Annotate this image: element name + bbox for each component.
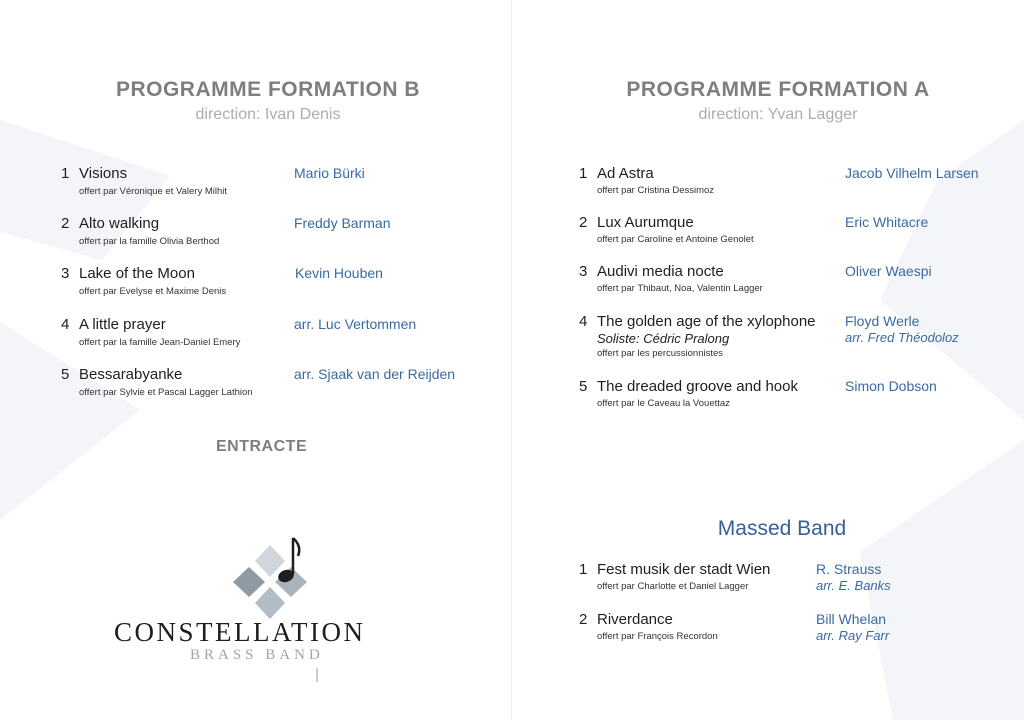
programme-item <box>61 215 501 255</box>
item-title: A little prayer <box>79 316 166 333</box>
item-number: 4 <box>61 316 70 333</box>
item-title: Ad Astra <box>597 165 654 182</box>
right-page <box>512 0 1024 720</box>
programme-title: PROGRAMME FORMATION B <box>115 78 421 101</box>
item-title: Alto walking <box>79 215 160 232</box>
item-sponsor: offert par Cristina Dessimoz <box>597 185 715 196</box>
logo-subtitle: BRASS BAND <box>190 647 324 663</box>
music-note-icon <box>272 534 306 590</box>
item-sponsor: offert par Thibaut, Noa, Valentin Lagger <box>597 283 763 294</box>
item-composer: Jacob Vilhelm Larsen <box>845 165 979 181</box>
programme-item <box>61 165 501 205</box>
item-title: Visions <box>79 165 128 182</box>
programme-item <box>61 265 501 305</box>
item-composer: Oliver Waespi <box>845 263 932 279</box>
programme-item <box>61 316 501 356</box>
item-composer: Mario Bürki <box>294 165 365 181</box>
item-arranger: arr. Ray Farr <box>816 628 890 643</box>
item-sponsor: offert par Charlotte et Daniel Lagger <box>597 581 749 592</box>
item-title: Audivi media nocte <box>597 263 724 280</box>
item-sponsor: offert par Sylvie et Pascal Lagger Lathion <box>79 387 253 398</box>
item-sponsor: offert par Caroline et Antoine Genolet <box>597 234 754 245</box>
item-title: Lux Aurumque <box>597 214 694 231</box>
programme-direction: direction: Ivan Denis <box>195 106 341 123</box>
programme-title: PROGRAMME FORMATION A <box>626 78 930 101</box>
item-arranger: arr. Fred Théodoloz <box>845 330 959 345</box>
item-number: 2 <box>61 215 70 232</box>
item-number: 1 <box>579 165 588 182</box>
item-sponsor: offert par le Caveau la Vouettaz <box>597 398 730 409</box>
programme-item <box>579 214 1019 254</box>
programme-item <box>61 366 501 406</box>
item-soloist: Soliste: Cédric Pralong <box>597 331 730 346</box>
item-composer: Freddy Barman <box>294 215 391 231</box>
item-arranger: arr. E. Banks <box>816 578 891 593</box>
massed-band-item <box>579 611 1019 651</box>
item-composer: R. Strauss <box>816 561 882 577</box>
item-number: 5 <box>61 366 70 383</box>
item-composer: Kevin Houben <box>295 265 383 281</box>
item-number: 5 <box>579 378 588 395</box>
logo-stem <box>316 668 318 682</box>
item-number: 3 <box>61 265 70 282</box>
entracte-label: ENTRACTE <box>216 438 308 455</box>
programme-item <box>579 313 1019 363</box>
item-sponsor: offert par François Recordon <box>597 631 718 642</box>
item-sponsor: offert par Véronique et Valery Milhit <box>79 186 228 197</box>
item-sponsor: offert par la famille Olivia Berthod <box>79 236 220 247</box>
item-title: Lake of the Moon <box>79 265 195 282</box>
programme-direction: direction: Yvan Lagger <box>698 106 858 123</box>
logo-wordmark: CONSTELLATION <box>114 617 366 647</box>
item-composer: arr. Luc Vertommen <box>294 316 417 332</box>
item-composer: Simon Dobson <box>845 378 937 394</box>
item-sponsor: offert par Evelyse et Maxime Denis <box>79 286 227 297</box>
item-title: Bessarabyanke <box>79 366 183 383</box>
item-number: 4 <box>579 313 588 330</box>
item-composer: arr. Sjaak van der Reijden <box>294 366 456 382</box>
item-sponsor: offert par les percussionnistes <box>597 348 724 359</box>
massed-band-title: Massed Band <box>717 517 847 540</box>
item-composer: Bill Whelan <box>816 611 887 627</box>
programme-item <box>579 378 1019 418</box>
programme-item <box>579 263 1019 303</box>
item-sponsor: offert par la famille Jean-Daniel Emery <box>79 337 241 348</box>
item-number: 3 <box>579 263 588 280</box>
item-title: The dreaded groove and hook <box>597 378 798 395</box>
item-composer: Floyd Werle <box>845 313 920 329</box>
programme-item <box>579 165 1019 205</box>
item-number: 1 <box>579 561 588 578</box>
item-composer: Eric Whitacre <box>845 214 929 230</box>
massed-band-item <box>579 561 1019 601</box>
item-number: 2 <box>579 214 588 231</box>
item-title: Riverdance <box>597 611 673 628</box>
item-number: 2 <box>579 611 588 628</box>
item-number: 1 <box>61 165 70 182</box>
item-title: The golden age of the xylophone <box>597 313 816 330</box>
item-title: Fest musik der stadt Wien <box>597 561 771 578</box>
